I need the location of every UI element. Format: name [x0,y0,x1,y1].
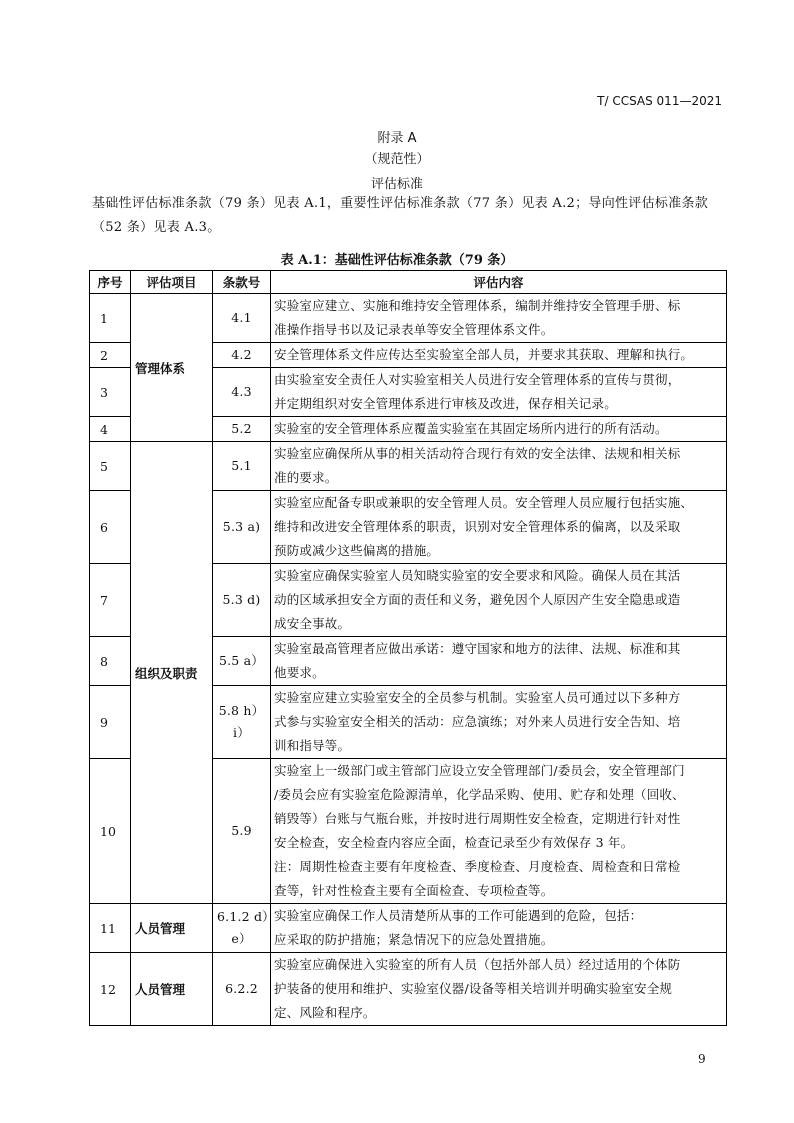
clause-line: 6.2.2 [225,981,258,996]
assessment-content [271,759,727,904]
content-line: 准操作指导书以及记录表单等安全管理体系文件。 [274,322,554,337]
row-number: 6 [90,491,131,564]
assessment-content [271,953,727,1026]
clause-line: 5.9 [231,823,252,838]
assessment-item: 人员管理 [131,953,213,1026]
content-line: 实验室应确保实验室人员知晓实验室的安全要求和风险。确保人员在其活 [274,568,681,583]
assessment-content [271,442,727,491]
assessment-table [89,270,727,1026]
row-number: 2 [90,343,131,368]
row-number: 12 [90,953,131,1026]
content-line: 预防或减少这些偏离的措施。 [274,543,440,558]
clause-line: 5.8 h） [218,703,265,718]
appendix-title: 附录 A [377,131,417,146]
content-line: 动的区域承担安全方面的责任和义务，避免因个人原因产生安全隐患或造 [274,592,681,607]
content-line: 查等，针对性检查主要有全面检查、专项检查等。 [274,883,554,898]
content-line: 实验室上一级部门或主管部门应设立安全管理部门/委员会，安全管理部门 [274,763,685,778]
assessment-content [271,343,727,368]
row-number: 9 [90,686,131,759]
content-line: 安全管理体系文件应传达至实验室全部人员，并要求其获取、理解和执行。 [274,347,694,362]
table-caption: 表 A.1：基础性评估标准条款（79 条） [280,253,514,268]
content-line: 实验室的安全管理体系应覆盖实验室在其固定场所内进行的所有活动。 [274,421,668,436]
row-number: 7 [90,564,131,637]
content-line: 维持和改进安全管理体系的职责，识别对安全管理体系的偏离，以及采取 [274,519,681,534]
content-line: 注：周期性检查主要有年度检查、季度检查、月度检查、周检查和日常检 [274,859,681,874]
content-line: 定、风险和程序。 [274,1005,376,1020]
assessment-content [271,417,727,442]
row-number: 8 [90,637,131,686]
content-line: 实验室应确保进入实验室的所有人员（包括外部人员）经过适用的个体防 [274,957,681,972]
assessment-item: 管理体系 [131,294,213,442]
clause-number [213,904,275,953]
content-line: 训和指导等。 [274,738,351,753]
table-row [90,294,727,343]
content-line: 准的要求。 [274,470,338,485]
clause-line: e） [231,931,252,946]
row-number: 5 [90,442,131,491]
clause-number [213,564,271,637]
content-line: 销毁等）台账与气瓶台账，并按时进行周期性安全检查，定期进行针对性 [274,811,681,826]
assessment-item: 人员管理 [131,904,213,953]
content-line: 式参与实验室安全相关的活动：应急演练；对外来人员进行安全告知、培 [274,714,681,729]
clause-line: 5.2 [231,421,252,436]
content-line: 实验室最高管理者应做出承诺：遵守国家和地方的法律、法规、标准和其 [274,641,681,656]
content-line: 成安全事故。 [274,616,351,631]
assessment-content [271,294,727,343]
content-line: 实验室应确保所从事的相关活动符合现行有效的安全法律、法规和相关标 [274,446,681,461]
section-title: 评估标准 [370,177,423,192]
clause-number [213,442,271,491]
content-line: 他要求。 [274,665,325,680]
assessment-content [271,637,727,686]
clause-line: i） [233,725,250,740]
assessment-content [271,904,727,953]
assessment-item: 组织及职责 [131,442,213,904]
document-code: T/ CCSAS 011—2021 [597,94,722,108]
content-line: /委员会应有实验室危险源清单，化学品采购、使用、贮存和处理（回收、 [274,787,685,802]
table-header-row [90,271,727,294]
content-line: 实验室应配备专职或兼职的安全管理人员。安全管理人员应履行包括实施、 [274,495,694,510]
header-clause: 条款号 [213,271,271,294]
content-line: 应采取的防护措施；紧急情况下的应急处置措施。 [274,932,554,947]
clause-number [213,637,271,686]
table-row [90,442,727,491]
assessment-content [271,368,727,417]
clause-number [213,491,271,564]
clause-number [213,343,271,368]
clause-line: 5.3 d) [222,592,261,607]
clause-number [213,417,271,442]
page-number: 9 [698,1052,706,1066]
clause-line: 4.2 [231,347,252,362]
row-number: 3 [90,368,131,417]
intro-paragraph [92,192,732,240]
content-line: 实验室应确保工作人员清楚所从事的工作可能遇到的危险，包括： [274,908,643,923]
appendix-subtitle: （规范性） [364,152,430,167]
content-line: 实验室应建立实验室安全的全员参与机制。实验室人员可通过以下多种方 [274,690,681,705]
row-number: 11 [90,904,131,953]
clause-number [213,294,271,343]
content-line: 护装备的使用和维护、实验室仪器/设备等相关培训并明确实验室安全规 [274,981,673,996]
clause-line: 5.1 [231,458,252,473]
clause-number [213,686,271,759]
content-line: 安全检查，安全检查内容应全面，检查记录至少有效保存 3 年。 [274,835,634,850]
table-row [90,904,727,953]
header-no: 序号 [90,271,131,294]
clause-number [213,368,271,417]
content-line: 由实验室安全责任人对实验室相关人员进行安全管理体系的宣传与贯彻， [274,372,681,387]
content-line: 实验室应建立、实施和维持安全管理体系，编制并维持安全管理手册、标 [274,298,681,313]
clause-line: 4.1 [231,310,252,325]
intro-line: 基础性评估标准条款（79 条）见表 A.1，重要性评估标准条款（77 条）见表 A.2；导向性评估标准条款 [92,196,709,211]
clause-line: 5.5 a） [218,653,264,668]
clause-number [213,953,271,1026]
assessment-content [271,686,727,759]
clause-line: 5.3 a) [222,519,261,534]
header-content: 评估内容 [271,271,727,294]
clause-line: 4.3 [231,384,252,399]
assessment-content [271,564,727,637]
row-number: 10 [90,759,131,904]
clause-line: 6.1.2 d） [217,909,275,924]
clause-number [213,759,271,904]
table-row [90,953,727,1026]
header-item: 评估项目 [131,271,213,294]
assessment-content [271,491,727,564]
content-line: 并定期组织对安全管理体系进行审核及改进，保存相关记录。 [274,396,617,411]
row-number: 1 [90,294,131,343]
intro-line: （52 条）见表 A.3。 [92,220,221,235]
row-number: 4 [90,417,131,442]
